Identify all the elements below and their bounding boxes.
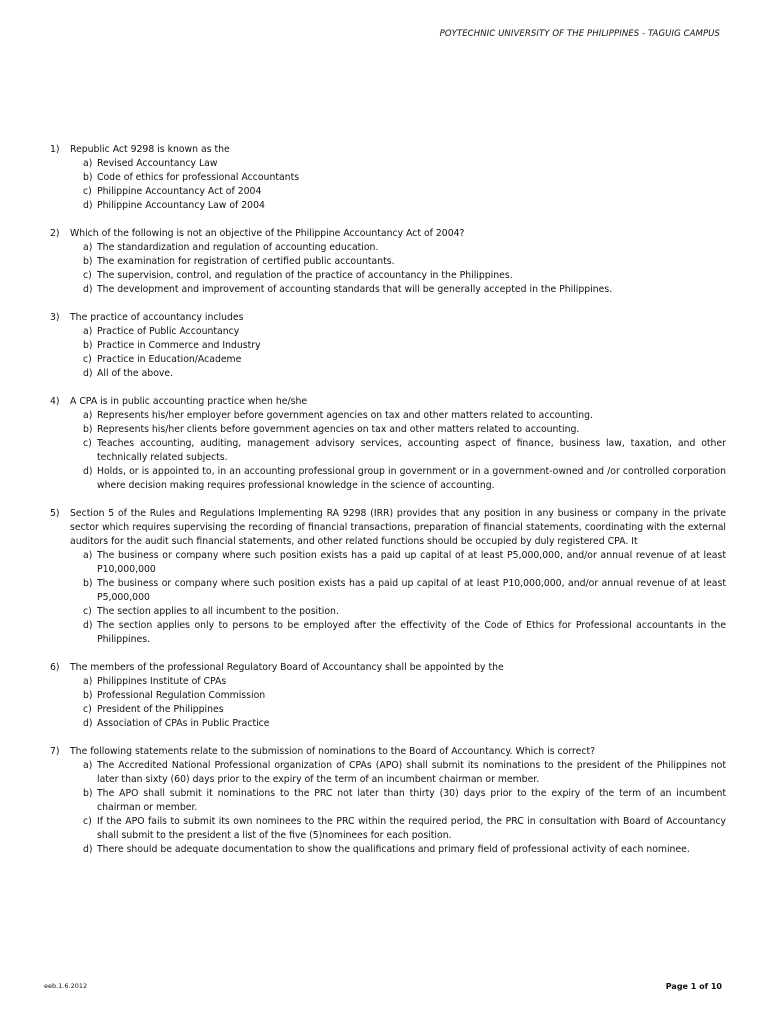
option-b bbox=[83, 171, 726, 185]
question-text: Which of the following is not an objective of the Philippine Accountancy Act of 2004? bbox=[70, 228, 465, 239]
option-letter: c) bbox=[83, 354, 92, 365]
option-letter: b) bbox=[83, 690, 93, 701]
page-number: Page 1 of 10 bbox=[665, 982, 722, 991]
question-text: Republic Act 9298 is known as the bbox=[70, 144, 230, 155]
option-d bbox=[83, 199, 726, 213]
option-text: Represents his/her clients before government agencies on tax and other matters related to accounting. bbox=[97, 424, 580, 435]
question-stem bbox=[50, 745, 726, 759]
option-c bbox=[83, 269, 726, 283]
option-text: Philippine Accountancy Law of 2004 bbox=[97, 200, 265, 211]
question-number: 2) bbox=[50, 228, 60, 239]
option-letter: c) bbox=[83, 606, 92, 617]
option-letter: b) bbox=[83, 340, 93, 351]
option-text: Represents his/her employer before government agencies on tax and other matters related to accounting. bbox=[97, 410, 594, 421]
question-number: 6) bbox=[50, 662, 60, 673]
option-b bbox=[83, 689, 726, 703]
question-stem bbox=[50, 395, 726, 409]
option-c bbox=[83, 353, 726, 367]
option-text: The business or company where such position exists has a paid up capital of at least P10,000,000, and/or annual revenue of at least P5,000,000 bbox=[97, 578, 726, 603]
option-letter: d) bbox=[83, 200, 93, 211]
option-letter: b) bbox=[83, 578, 93, 589]
option-letter: a) bbox=[83, 242, 93, 253]
option-text: Professional Regulation Commission bbox=[97, 690, 266, 701]
question-stem bbox=[50, 507, 726, 549]
option-d bbox=[83, 843, 726, 857]
option-text: The examination for registration of certified public accountants. bbox=[97, 256, 395, 267]
option-letter: d) bbox=[83, 368, 93, 379]
option-text: Practice in Commerce and Industry bbox=[97, 340, 261, 351]
question-text: The members of the professional Regulatory Board of Accountancy shall be appointed by the bbox=[70, 662, 504, 673]
question-4 bbox=[50, 395, 726, 493]
question-stem bbox=[50, 661, 726, 675]
question-number: 1) bbox=[50, 144, 60, 155]
option-letter: d) bbox=[83, 466, 93, 477]
option-a bbox=[83, 241, 726, 255]
option-letter: b) bbox=[83, 788, 93, 799]
option-c bbox=[83, 605, 726, 619]
question-list bbox=[50, 143, 726, 871]
option-text: Philippines Institute of CPAs bbox=[97, 676, 227, 687]
option-letter: a) bbox=[83, 410, 93, 421]
option-d bbox=[83, 367, 726, 381]
question-text: A CPA is in public accounting practice when he/she bbox=[70, 396, 308, 407]
option-text: The supervision, control, and regulation of the practice of accountancy in the Philippines. bbox=[97, 270, 513, 281]
option-letter: b) bbox=[83, 256, 93, 267]
option-text: Philippine Accountancy Act of 2004 bbox=[97, 186, 262, 197]
option-a bbox=[83, 409, 726, 423]
option-letter: a) bbox=[83, 326, 93, 337]
option-letter: c) bbox=[83, 704, 92, 715]
option-text: Association of CPAs in Public Practice bbox=[97, 718, 270, 729]
question-7 bbox=[50, 745, 726, 857]
option-text: Practice in Education/Academe bbox=[97, 354, 242, 365]
option-letter: d) bbox=[83, 620, 93, 631]
option-text: Teaches accounting, auditing, management advisory services, accounting aspect of finance, business law, taxation, and other technically related subjects. bbox=[97, 438, 726, 463]
option-text: The section applies only to persons to be employed after the effectivity of the Code of Ethics for Professional accountants in the Philippines. bbox=[97, 620, 726, 645]
option-text: The Accredited National Professional organization of CPAs (APO) shall submit its nominations to the president of the Philippines not later than sixty (60) days prior to the expiry of the term of an incumbent chairman or member. bbox=[97, 760, 726, 785]
option-letter: d) bbox=[83, 284, 93, 295]
question-stem bbox=[50, 311, 726, 325]
option-letter: c) bbox=[83, 438, 92, 449]
option-text: The section applies to all incumbent to the position. bbox=[97, 606, 339, 617]
option-text: There should be adequate documentation to show the qualifications and primary field of professional activity of each nominee. bbox=[97, 844, 690, 855]
option-letter: d) bbox=[83, 844, 93, 855]
option-letter: a) bbox=[83, 550, 93, 561]
option-c bbox=[83, 185, 726, 199]
option-letter: b) bbox=[83, 172, 93, 183]
option-text: The development and improvement of accounting standards that will be generally accepted in the Philippines. bbox=[97, 284, 613, 295]
question-1 bbox=[50, 143, 726, 213]
question-number: 4) bbox=[50, 396, 60, 407]
option-letter: c) bbox=[83, 270, 92, 281]
question-text: The following statements relate to the submission of nominations to the Board of Accountancy. Which is correct? bbox=[70, 746, 596, 757]
option-text: The business or company where such position exists has a paid up capital of at least P5,000,000, and/or annual revenue of at least P10,000,000 bbox=[97, 550, 726, 575]
option-c bbox=[83, 815, 726, 843]
option-a bbox=[83, 549, 726, 577]
option-a bbox=[83, 325, 726, 339]
option-letter: a) bbox=[83, 676, 93, 687]
question-text: Section 5 of the Rules and Regulations Implementing RA 9298 (IRR) provides that any position in any business or company in the private sector which requires supervising the recording of financial transactions, preparation of financial statements, coordinating with the external auditors for the audit such financial statements, and other related functions should be occupied by duly registered CPA. It bbox=[70, 508, 726, 547]
option-text: All of the above. bbox=[97, 368, 174, 379]
option-letter: c) bbox=[83, 816, 92, 827]
option-a bbox=[83, 157, 726, 171]
question-number: 3) bbox=[50, 312, 60, 323]
option-letter: b) bbox=[83, 424, 93, 435]
question-text: The practice of accountancy includes bbox=[70, 312, 244, 323]
option-b bbox=[83, 423, 726, 437]
option-c bbox=[83, 703, 726, 717]
option-letter: d) bbox=[83, 718, 93, 729]
question-number: 7) bbox=[50, 746, 60, 757]
question-number: 5) bbox=[50, 508, 60, 519]
option-d bbox=[83, 717, 726, 731]
option-text: If the APO fails to submit its own nominees to the PRC within the required period, the PRC in consultation with Board of Accountancy shall submit to the president a list of the five (5)nominees for each position. bbox=[97, 816, 726, 841]
option-b bbox=[83, 255, 726, 269]
option-b bbox=[83, 577, 726, 605]
option-text: Holds, or is appointed to, in an accounting professional group in government or in a government-owned and /or controlled corporation where decision making requires professional knowledge in the science of accounting. bbox=[97, 466, 726, 491]
option-text: Revised Accountancy Law bbox=[97, 158, 218, 169]
option-letter: c) bbox=[83, 186, 92, 197]
option-letter: a) bbox=[83, 158, 93, 169]
question-6 bbox=[50, 661, 726, 731]
option-d bbox=[83, 619, 726, 647]
option-a bbox=[83, 675, 726, 689]
option-text: The APO shall submit it nominations to the PRC not later than thirty (30) days prior to the expiry of the term of an incumbent chairman or member. bbox=[97, 788, 726, 813]
option-text: The standardization and regulation of accounting education. bbox=[97, 242, 379, 253]
question-stem bbox=[50, 227, 726, 241]
option-a bbox=[83, 759, 726, 787]
option-text: Practice of Public Accountancy bbox=[97, 326, 240, 337]
page-header: POYTECHNIC UNIVERSITY OF THE PHILIPPINES - TAGUIG CAMPUS bbox=[439, 29, 720, 39]
question-2 bbox=[50, 227, 726, 297]
option-b bbox=[83, 787, 726, 815]
option-c bbox=[83, 437, 726, 465]
option-b bbox=[83, 339, 726, 353]
question-3 bbox=[50, 311, 726, 381]
question-5 bbox=[50, 507, 726, 647]
option-d bbox=[83, 283, 726, 297]
option-d bbox=[83, 465, 726, 493]
document-code: eeb.1.6.2012 bbox=[44, 982, 88, 990]
option-letter: a) bbox=[83, 760, 93, 771]
question-stem bbox=[50, 143, 726, 157]
option-text: Code of ethics for professional Accountants bbox=[97, 172, 300, 183]
option-text: President of the Philippines bbox=[97, 704, 224, 715]
